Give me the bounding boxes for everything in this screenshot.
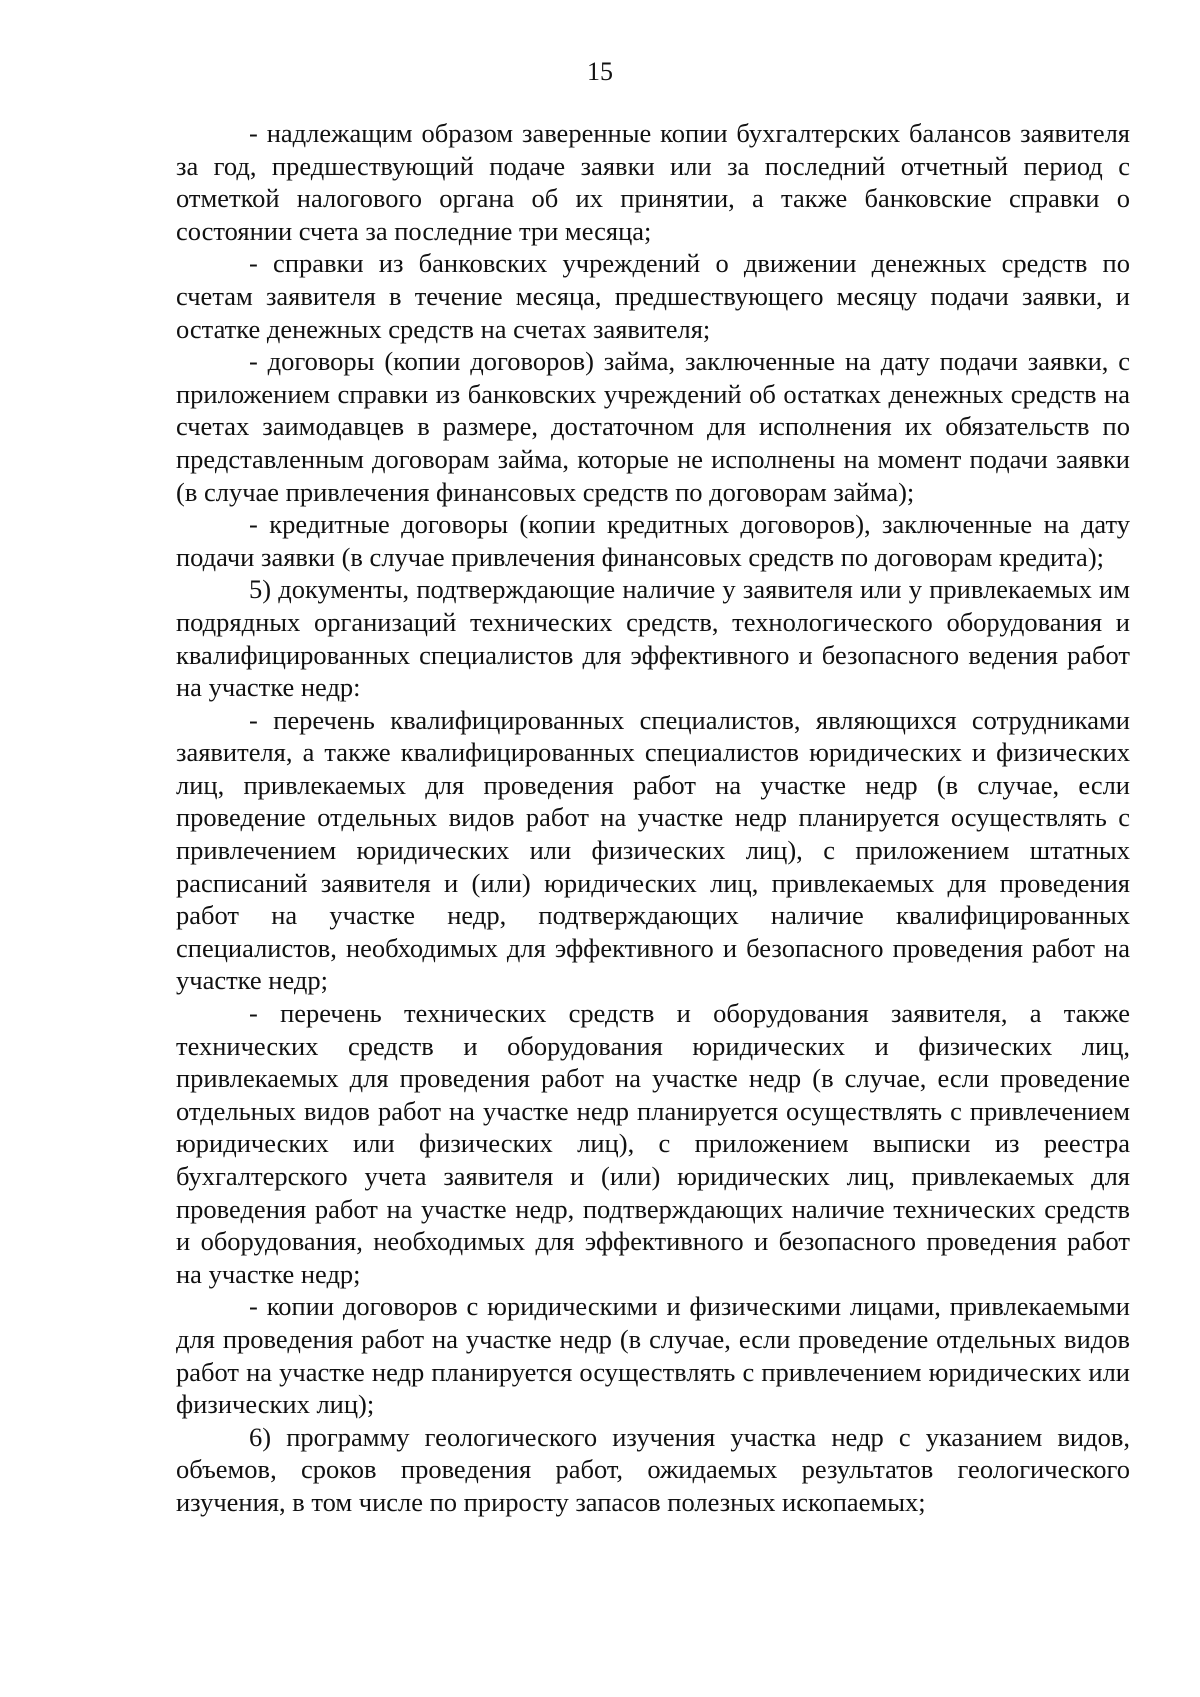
paragraph-item-5: 5) документы, подтверждающие наличие у заявителя или у привлекаемых им подрядных организаций технических средств, технологического оборудования и квалифицированных специалистов для эффективного и безопасного ведения работ на участке недр: [176, 574, 1130, 703]
paragraph-equipment-list: - перечень технических средств и оборудования заявителя, а также технических средств и оборудования юридических и физических лиц, привлекаемых для проведения работ на участке недр (в случае, если проведение отдельных видов работ на участке недр планируется осуществлять с привлечением юридических или физических лиц), с приложением выписки из реестра бухгалтерского учета заявителя и (или) юридических лиц, привлекаемых для проведения работ на участке недр, подтверждающих наличие технических средств и оборудования, необходимых для эффективного и безопасного проведения работ на участке недр; [176, 998, 1130, 1289]
paragraph-loan-agreements: - договоры (копии договоров) займа, заключенные на дату подачи заявки, с приложением справки из банковских учреждений об остатках денежных средств на счетах заимодавцев в размере, достаточном для исполнения их обязательств по представленным договорам займа, которые не исполнены на момент подачи заявки (в случае привлечения финансовых средств по договорам займа); [176, 346, 1130, 507]
paragraph-item-6: 6) программу геологического изучения участка недр с указанием видов, объемов, сроков проведения работ, ожидаемых результатов геологического изучения, в том числе по приросту запасов полезных ископаемых; [176, 1421, 1130, 1517]
paragraph-credit-agreements: - кредитные договоры (копии кредитных договоров), заключенные на дату подачи заявки (в случае привлечения финансовых средств по договорам кредита); [176, 509, 1130, 572]
page-number: 15 [587, 57, 613, 86]
paragraph-balance-sheets: - надлежащим образом заверенные копии бухгалтерских балансов заявителя за год, предшествующий подаче заявки или за последний отчетный период с отметкой налогового органа об их принятии, а также банковские справки о состоянии счета за последние три месяца; [176, 118, 1130, 246]
document-body [176, 117, 1130, 1519]
paragraph-specialists-list: - перечень квалифицированных специалистов, являющихся сотрудниками заявителя, а также квалифицированных специалистов юридических и физических лиц, привлекаемых для проведения работ на участке недр (в случае, если проведение отдельных видов работ на участке недр планируется осуществлять с привлечением юридических или физических лиц), с приложением штатных расписаний заявителя и (или) юридических лиц, привлекаемых для проведения работ на участке недр, подтверждающих наличие квалифицированных специалистов, необходимых для эффективного и безопасного проведения работ на участке недр; [176, 704, 1130, 996]
paragraph-contract-copies: - копии договоров с юридическими и физическими лицами, привлекаемыми для проведения работ на участке недр (в случае, если проведение отдельных видов работ на участке недр планируется осуществлять с привлечением юридических или физических лиц); [176, 1291, 1130, 1420]
paragraph-bank-statements: - справки из банковских учреждений о движении денежных средств по счетам заявителя в течение месяца, предшествующего месяцу подачи заявки, и остатке денежных средств на счетах заявителя; [176, 248, 1130, 344]
